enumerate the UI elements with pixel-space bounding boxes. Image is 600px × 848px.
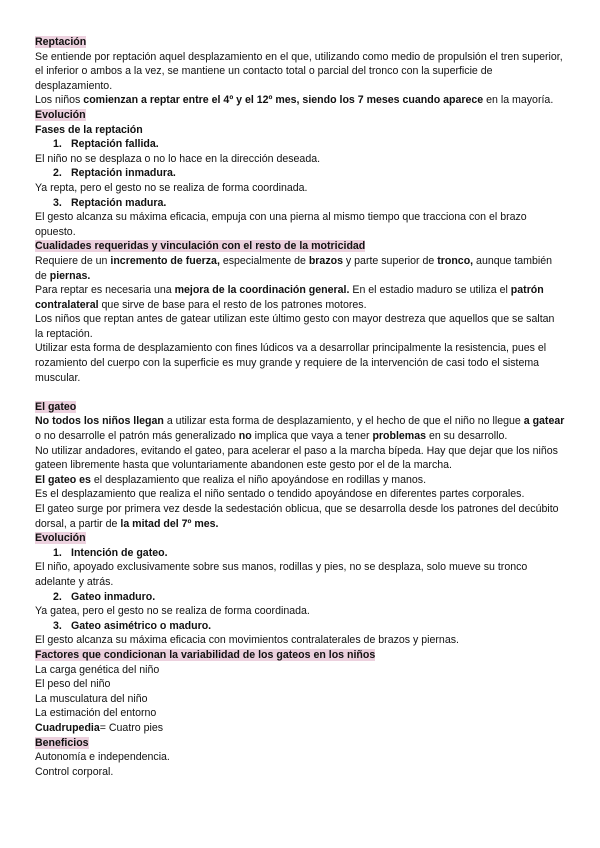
- phase-title: 2. Reptación inmadura.: [53, 167, 176, 180]
- list-item: Control corporal.: [35, 765, 114, 778]
- phase-description: El niño no se desplaza o no lo hace en la dirección deseada.: [35, 152, 321, 165]
- section-heading-cualidades: Cualidades requeridas y vinculación con el resto de la motricidad: [35, 240, 366, 253]
- phase-title: 3. Reptación madura.: [53, 196, 167, 209]
- section-heading-reptacion: Reptación: [35, 36, 87, 48]
- phase-description: El niño, apoyado exclusivamente sobre sus manos, rodillas y pies, no se desplaza, solo mueve su tronco adelante y atrás.: [35, 561, 528, 588]
- section-heading-factores: Factores que condicionan la variabilidad de los gateos en los niños: [35, 648, 376, 661]
- spacer: [35, 385, 565, 400]
- list-item: El peso del niño: [35, 678, 111, 691]
- phase-title: 3. Gateo asimétrico o maduro.: [53, 619, 212, 632]
- paragraph-definition: Se entiende por reptación aquel desplazamiento en el que, utilizando como medio de propulsión el tren superior, el inferior o ambos a la vez, se mantiene un contacto total o parcial del tronco con la superficie de desplazamiento.: [35, 50, 563, 92]
- phase-description: El gesto alcanza su máxima eficacia, empuja con una pierna al mismo tiempo que tracciona con el brazo opuesto.: [35, 211, 527, 238]
- paragraph-gateo-origin: El gateo surge por primera vez desde la sedestación oblicua, que se desarrolla desde los patrones del decúbito dorsal, a partir de la mitad del 7º mes.: [35, 503, 559, 530]
- paragraph-requirements: Requiere de un incremento de fuerza, especialmente de brazos y parte superior de tronco, aunque también de piernas.: [35, 254, 553, 282]
- paragraph-cuadrupedia: Cuadrupedia= Cuatro pies: [35, 721, 164, 734]
- phase-title: 1. Reptación fallida.: [53, 138, 159, 151]
- phase-title: 1. Intención de gateo.: [53, 546, 168, 559]
- section-heading-gateo: El gateo: [35, 400, 77, 413]
- paragraph-gateo-def2: Es el desplazamiento que realiza el niño sentado o tendido apoyándose en diferentes partes corporales.: [35, 488, 525, 501]
- list-item: Autonomía e independencia.: [35, 751, 170, 764]
- paragraph-coordination: Para reptar es necesaria una mejora de la coordinación general. En el estadio maduro se utiliza el patrón contralateral que sirve de base para el resto de los patrones motores.: [35, 284, 544, 311]
- paragraph-age: Los niños comienzan a reptar entre el 4º y el 12º mes, siendo los 7 meses cuando aparece en la mayoría.: [35, 94, 554, 107]
- section-heading-beneficios: Beneficios: [35, 736, 89, 749]
- phase-description: El gesto alcanza su máxima eficacia con movimientos contralaterales de brazos y piernas.: [35, 634, 459, 647]
- list-item: La carga genética del niño: [35, 663, 160, 676]
- section-heading-evolucion: Evolución: [35, 108, 86, 121]
- paragraph-skill: Los niños que reptan antes de gatear utilizan este último gesto con mayor destreza que aquellos que se saltan la reptación.: [35, 313, 555, 340]
- phase-description: Ya gatea, pero el gesto no se realiza de forma coordinada.: [35, 605, 310, 618]
- paragraph-gateo-def: El gateo es el desplazamiento que realiza el niño apoyándose en rodillas y manos.: [35, 473, 427, 486]
- paragraph-gateo-intro: No todos los niños llegan a utilizar esta forma de desplazamiento, y el hecho de que el niño no llegue a gatear o no desarrolle el patrón más generalizado no implica que vaya a tener problemas en su desarrollo.: [35, 415, 565, 443]
- phase-description: Ya repta, pero el gesto no se realiza de forma coordinada.: [35, 181, 308, 194]
- list-item: La estimación del entorno: [35, 707, 157, 720]
- paragraph-resistance: Utilizar esta forma de desplazamiento con fines lúdicos va a desarrollar principalmente la resistencia, pues el rozamiento del cuerpo con la superficie es muy grande y requiere de la intervención de casi todo el sistema muscular.: [35, 342, 547, 384]
- section-heading-evolucion-gateo: Evolución: [35, 532, 86, 545]
- phase-title: 2. Gateo inmaduro.: [53, 590, 156, 603]
- paragraph-andadores: No utilizar andadores, evitando el gateo, para acelerar el paso a la marcha bípeda. Hay que dejar que los niños gateen libremente hasta que voluntariamente abandonen este gesto por el de la marcha.: [35, 444, 558, 472]
- list-item: La musculatura del niño: [35, 692, 148, 705]
- subheading-fases: Fases de la reptación: [35, 123, 143, 136]
- document-content: [35, 35, 565, 779]
